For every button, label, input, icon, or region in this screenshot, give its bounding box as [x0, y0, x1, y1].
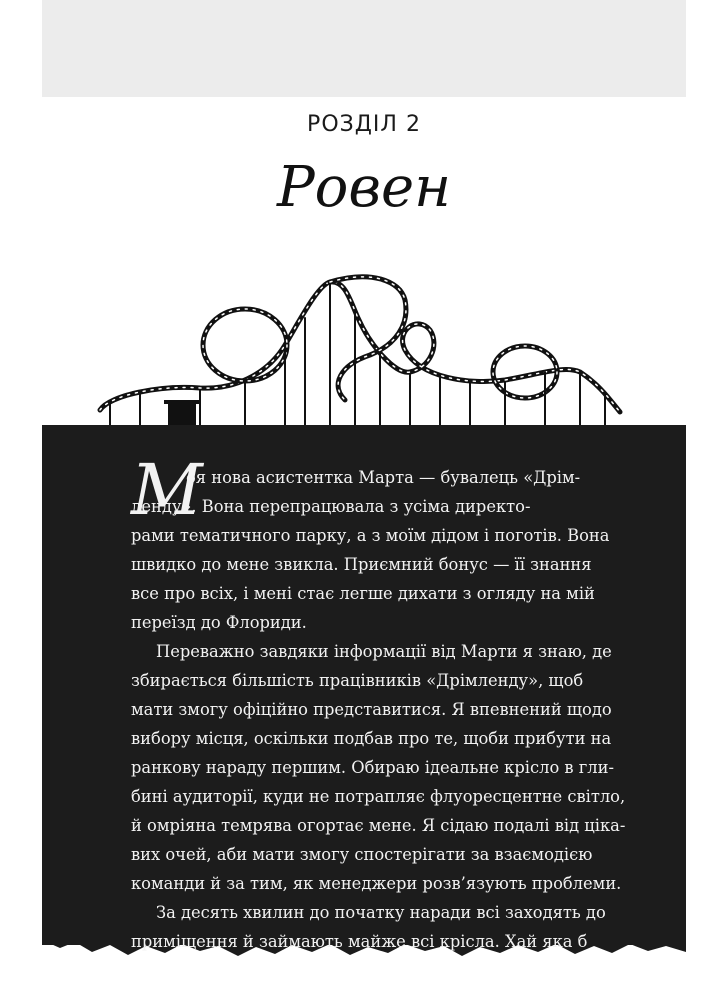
body-text [131, 449, 626, 956]
text-line: вибору місця, оскільки подбав про те, щоби прибути на [131, 729, 612, 748]
text-line: рами тематичного парку, а з моїм дідом і поготів. Вона [131, 526, 610, 545]
text-line: вих очей, аби мати змогу спостерігати за взаємодією [131, 845, 593, 864]
text-line: переїзд до Флориди. [131, 613, 307, 632]
text-line: ленду». Вона перепрацювала з усіма директо- [131, 497, 531, 516]
text-line: оя нова асистентка Марта — бувалець «Дрім- [186, 468, 581, 487]
text-line: й омріяна темрява огортає мене. Я сідаю подалі від ціка- [131, 816, 626, 835]
chapter-title: Ровен [276, 155, 451, 220]
text-line: збирається більшість працівників «Дрімленду», щоб [131, 671, 584, 690]
text-line: приміщення й займають майже всі крісла. Хай яка б [131, 932, 588, 951]
text-line: все про всіх, і мені стає легше дихати з огляду на мій [131, 584, 595, 603]
text-line: ранкову нараду першим. Обираю ідеальне крісло в гли- [131, 758, 614, 777]
text-line: швидко до мене звикла. Приємний бонус — її знання [131, 555, 592, 574]
text-line: За десять хвилин до початку наради всі заходять до [156, 903, 606, 922]
text-line: команди й за тим, як менеджери розв’язують проблеми. [131, 874, 622, 893]
text-line: Переважно завдяки інформації від Марти я знаю, де [156, 642, 612, 661]
text-line: бині аудиторії, куди не потрапляє флуоресцентне світло, [131, 787, 626, 806]
chapter-label: РОЗДІЛ 2 [307, 112, 421, 137]
dropcap-letter: М [131, 449, 203, 531]
text-line: мати змогу офіційно представитися. Я впевнений щодо [131, 700, 612, 719]
